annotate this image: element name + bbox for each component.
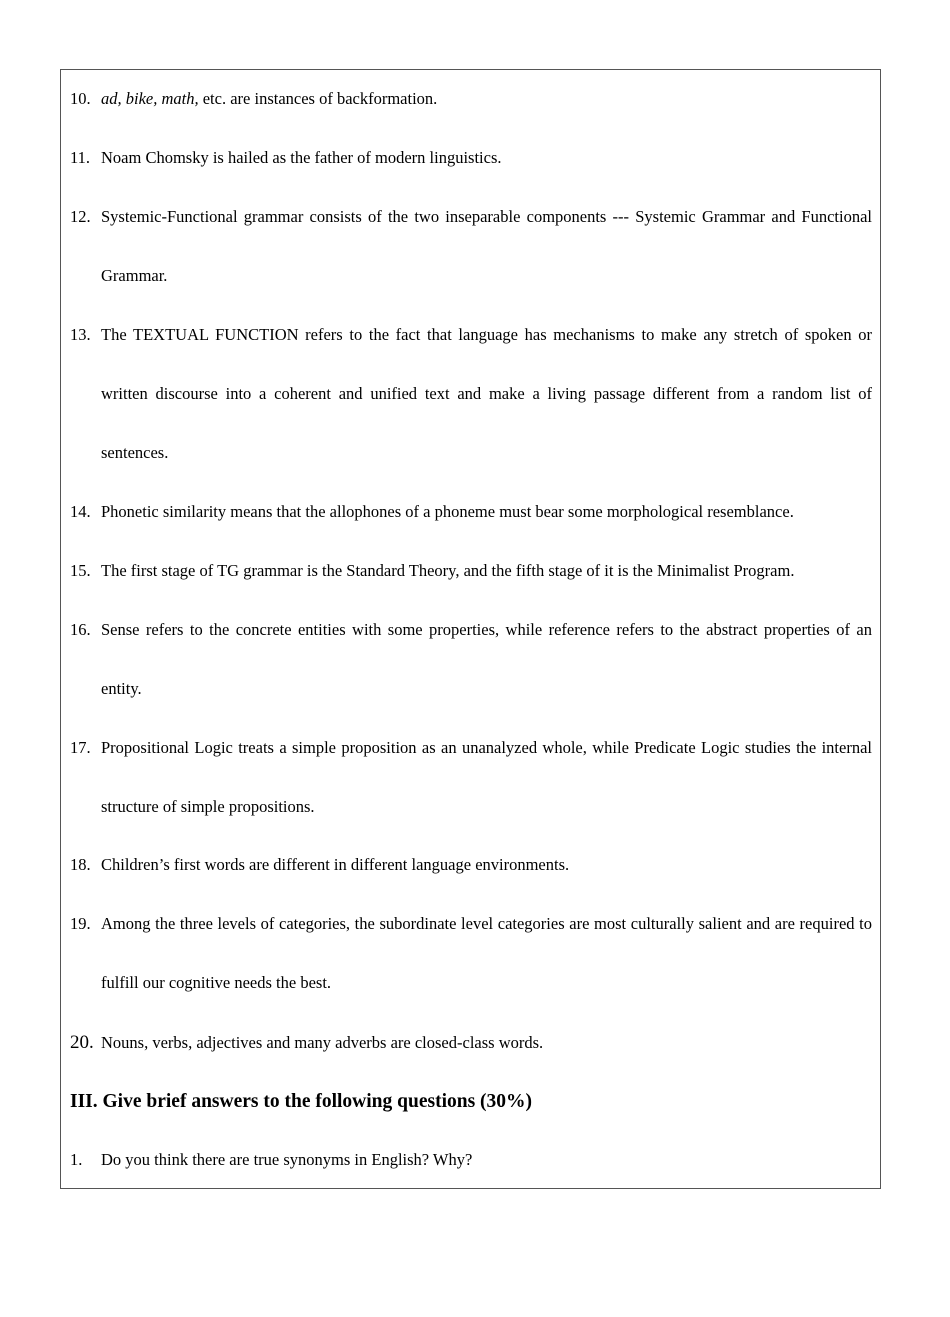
statement-text: Phonetic similarity means that the allophones of a phoneme must bear some morphological resemblance.	[101, 502, 794, 521]
question-1	[70, 1130, 872, 1189]
item-number: 16.	[70, 620, 91, 639]
statement-19	[70, 894, 872, 1012]
section-heading: III. Give brief answers to the following questions (30%)	[70, 1091, 533, 1112]
statement-17	[70, 718, 872, 836]
statement-text: Sense refers to the concrete entities with some properties, while reference refers to the abstract properties of an entity.	[101, 620, 872, 698]
statement-10	[70, 69, 872, 128]
statement-text	[101, 69, 872, 128]
item-number: 15.	[70, 561, 91, 580]
statement-text: Among the three levels of categories, the subordinate level categories are most culturally salient and are required to fulfill our cognitive needs the best.	[101, 914, 872, 992]
item-number: 14.	[70, 502, 91, 521]
statement-13	[70, 305, 872, 482]
statement-15	[70, 541, 872, 600]
item-number: 17.	[70, 738, 91, 757]
italic-examples: ad, bike, math,	[101, 89, 199, 108]
statement-text: Nouns, verbs, adjectives and many adverbs are closed-class words.	[101, 1033, 544, 1052]
item-number: 19.	[70, 914, 91, 933]
statement-text: Noam Chomsky is hailed as the father of modern linguistics.	[101, 148, 502, 167]
statement-text: The TEXTUAL FUNCTION refers to the fact that language has mechanisms to make any stretch of spoken or written discourse into a coherent and unified text and make a living passage different from a random list of sentences.	[101, 325, 872, 462]
statement-text: Propositional Logic treats a simple proposition as an unanalyzed whole, while Predicate Logic studies the internal structure of simple propositions.	[101, 738, 872, 816]
item-number: 12.	[70, 207, 91, 226]
statement-text-rest: etc. are instances of backformation.	[198, 89, 438, 108]
statement-20	[70, 1013, 872, 1072]
question-text: Do you think there are true synonyms in English? Why?	[101, 1150, 473, 1169]
statement-18	[70, 835, 872, 894]
statement-text: Systemic-Functional grammar consists of the two inseparable components --- Systemic Grammar and Functional Grammar.	[101, 207, 872, 285]
item-number: 1.	[70, 1150, 83, 1169]
statement-14	[70, 482, 872, 541]
item-number: 13.	[70, 325, 91, 344]
statement-12	[70, 187, 872, 305]
item-number: 10.	[70, 89, 91, 108]
statement-text: The first stage of TG grammar is the Standard Theory, and the fifth stage of it is the Minimalist Program.	[101, 561, 795, 580]
statement-11	[70, 128, 872, 187]
statement-16	[70, 600, 872, 718]
item-number: 18.	[70, 855, 91, 874]
statement-text: Children’s first words are different in different language environments.	[101, 855, 570, 874]
item-number: 11.	[70, 148, 91, 167]
item-number: 20.	[70, 1032, 94, 1053]
